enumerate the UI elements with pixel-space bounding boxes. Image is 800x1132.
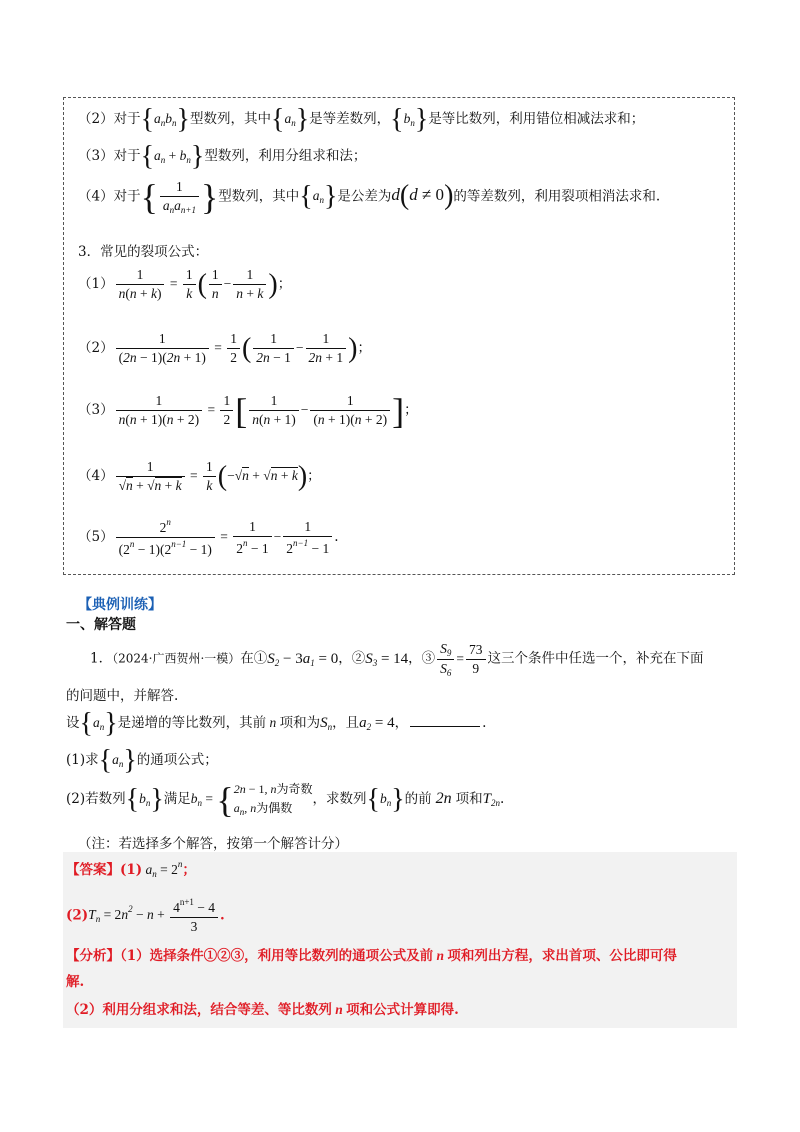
problem-intro-1: 在① <box>240 650 268 667</box>
answer-part-1 <box>66 858 196 879</box>
problem-line-3f: . <box>482 715 487 732</box>
answer-part-2-label: (2) <box>66 907 89 924</box>
math-reciprocal-set: { $\frac{1}{a_na_{n+1}}$ } <box>140 177 219 218</box>
case-odd: 为奇数 <box>276 782 313 796</box>
formula-5-math: $\frac{2^n}{(2^n - 1)(2^{n-1} - 1)}$ = $\frac{1}{2^n - 1}$ − $\frac{1}{2^{n-1} - 1}$ <box>114 529 335 544</box>
formula-2-math: $\frac{1}{(2n - 1)(2n + 1)}$ = $\frac{1}{2}$ ( $\frac{1}{2n - 1}$ − $\frac{1}{2n + 1}$ ) <box>114 340 358 355</box>
problem-intro-2: ，② <box>338 650 366 667</box>
analysis-line-1b: 项和列出方程，求出首项、公比即可得 <box>447 948 677 964</box>
math-bn-set: $\{b_n\}$ <box>390 104 429 135</box>
problem-line-3d: ，且 <box>332 715 360 732</box>
question-1b: 的通项公式； <box>136 752 218 769</box>
part-title: 一、解答题 <box>66 617 136 633</box>
answer-2-math: $T_n = 2n^2 - n$ + $\frac{4^{n+1} - 4}{3}$ <box>88 907 220 922</box>
problem-intro <box>90 640 704 679</box>
formula-3-label: （3） <box>78 401 114 418</box>
formula-4: （4） $\frac{1}{√n + √n + k}$ = $\frac{1}{k}$ (−√n + √n + k)； <box>78 459 321 494</box>
problem-intro-4: 这三个条件中任选一个，补充在下面 <box>487 650 704 667</box>
item-2-text-3: 是等比数列，利用错位相减法求和； <box>428 111 645 128</box>
problem-source: （2024·广西贺州·一模） <box>112 651 241 666</box>
answer-label: 【答案】 <box>66 862 120 878</box>
formula-2: （2） $\frac{1}{(2n - 1)(2n + 1)}$ = $\frac{1}{2}$ ( $\frac{1}{2n - 1}$ − $\frac{1}{2n + 1}$ )； <box>78 331 371 366</box>
formula-5: （5） $\frac{2^n}{(2^n - 1)(2^{n-1} - 1)}$ = $\frac{1}{2^n - 1}$ − $\frac{1}{2^{n-1} - 1}$ . <box>78 517 339 558</box>
fill-in-blank[interactable] <box>410 714 480 727</box>
problem-line-3c: 项和为 <box>279 715 321 732</box>
math-anbn-set: $\{a_nb_n\}$ <box>140 104 190 135</box>
math-bn-set-2: $\{b_n\}$ <box>125 783 164 815</box>
formula-5-label: （5） <box>78 528 114 545</box>
problem-number: 1． <box>90 650 113 667</box>
item-4-text-1: 型数列，其中 <box>218 188 300 205</box>
item-4 <box>78 178 660 216</box>
math-an-set-4: $\{a_n\}$ <box>98 745 137 776</box>
item-2 <box>78 106 644 134</box>
formula-1: （1） $\frac{1}{n(n + k)}$ = $\frac{1}{k}$ ( $\frac{1}{n}$ − $\frac{1}{n + k}$ )； <box>78 267 292 302</box>
question-2b: 满足 <box>163 790 191 807</box>
math-an-set-2: $\{a_n\}$ <box>299 181 338 213</box>
item-4-text-3: 的等差数列，利用裂项相消法求和. <box>453 188 661 205</box>
question-1a: (1)求 <box>66 752 99 769</box>
formula-2-label: （2） <box>78 339 114 356</box>
item-3-label: （3）对于 <box>78 148 141 165</box>
answer-part-1-end: ； <box>182 862 196 878</box>
math-an-set: $\{a_n\}$ <box>271 104 310 135</box>
item-3-text: 型数列，利用分组求和法； <box>204 148 367 165</box>
question-2d: 的前 <box>404 790 432 807</box>
question-2: (2)若数列$\{b_n\}$满足$b_n$ = { 2n − 1, n为奇数 $a_n$, n为偶数 ，求数列$\{b_n\}$的前 2n 项和$T_{2n}$. <box>66 779 505 820</box>
analysis-line-2: 解. <box>66 974 85 990</box>
problem-line-2: 的问题中，并解答. <box>66 688 179 704</box>
analysis-line-3a: （2）利用分组求和法，结合等差、等比数列 <box>66 1002 332 1018</box>
formula-1-math: $\frac{1}{n(n + k)}$ = $\frac{1}{k}$ ( $\frac{1}{n}$ − $\frac{1}{n + k}$ ) <box>114 276 278 291</box>
condition-3: $\frac{S_9}{S_6}$ = $\frac{73}{9}$ <box>435 651 487 666</box>
analysis-line-3: （2）利用分组求和法，结合等差、等比数列 n 项和公式计算即得. <box>66 1002 459 1018</box>
math-bn-set-3: $\{b_n\}$ <box>366 783 405 815</box>
math-d-nonzero: d(d ≠ 0) <box>391 180 454 212</box>
answer-part-2: $(2)T_n = 2n^2 - n$ + $\frac{4^{n+1} - 4}{3}$ . <box>66 897 225 935</box>
item-2-text-2: 是等差数列， <box>309 111 391 128</box>
heading-split-formulas: 3．常见的裂项公式： <box>78 244 209 260</box>
math-an-plus-bn-set: $\{a_n + b_n\}$ <box>140 141 205 172</box>
condition-2: $S_3 = 14$ <box>365 650 409 668</box>
question-2e: 项和 <box>455 790 483 807</box>
math-an-set-3: $\{a_n\}$ <box>79 708 118 739</box>
formula-4-math: $\frac{1}{√n + √n + k}$ = $\frac{1}{k}$ (−√n + √n + k) <box>114 468 308 483</box>
formula-3-math: $\frac{1}{n(n + 1)(n + 2)}$ = $\frac{1}{2}$ [ $\frac{1}{n(n + 1)}$ − $\frac{1}{(n + 1)(n + 2)}$ ] <box>114 402 405 417</box>
analysis-label: 【分析】 <box>66 948 120 964</box>
analysis-line-1a: （1）选择条件①②③，利用等比数列的通项公式及前 <box>120 948 434 964</box>
formula-4-label: （4） <box>78 467 114 484</box>
answer-1-math: $a_n = 2^n$ <box>142 859 183 879</box>
problem-line-3e: ， <box>394 715 409 732</box>
question-2c: ，求数列 <box>312 790 367 807</box>
analysis-line-3b: 项和公式计算即得. <box>346 1002 459 1018</box>
problem-line-3a: 设 <box>66 715 80 732</box>
item-4-text-2: 是公差为 <box>337 188 392 205</box>
problem-line-3b: 是递增的等比数列，其前 <box>117 715 267 732</box>
problem-line-3: 设$\{a_n\}$是递增的等比数列，其前 n 项和为$S_n$，且$a_2 = 4$， . <box>66 708 487 739</box>
problem-intro-3: ，③ <box>408 650 436 667</box>
formula-3: （3） $\frac{1}{n(n + 1)(n + 2)}$ = $\frac{1}{2}$ [ $\frac{1}{n(n + 1)}$ − $\frac{1}{(n + 1)(n + 2)}$ ]； <box>78 390 418 431</box>
case-even: 为偶数 <box>256 801 293 816</box>
formula-1-label: （1） <box>78 275 114 292</box>
question-1 <box>66 747 218 775</box>
analysis-line-1: 【分析】（1）选择条件①②③，利用等比数列的通项公式及前 n 项和列出方程，求出首项、公比即可得 <box>66 948 677 964</box>
item-2-label: （2）对于 <box>78 111 141 128</box>
answer-part-1-label: (1) <box>120 862 143 878</box>
problem-note: （注：若选择多个解答，按第一个解答计分） <box>78 836 348 852</box>
condition-1: $S_2 - 3a_1 = 0$ <box>267 650 339 668</box>
item-4-label: （4）对于 <box>78 188 141 205</box>
question-2a: (2)若数列 <box>66 790 126 807</box>
item-3 <box>78 143 366 171</box>
piecewise-bn: $b_n$ = { 2n − 1, n为奇数 $a_n$, n为偶数 <box>190 779 313 820</box>
training-title: 【典例训练】 <box>78 597 162 613</box>
item-2-text-1: 型数列，其中 <box>190 111 271 128</box>
